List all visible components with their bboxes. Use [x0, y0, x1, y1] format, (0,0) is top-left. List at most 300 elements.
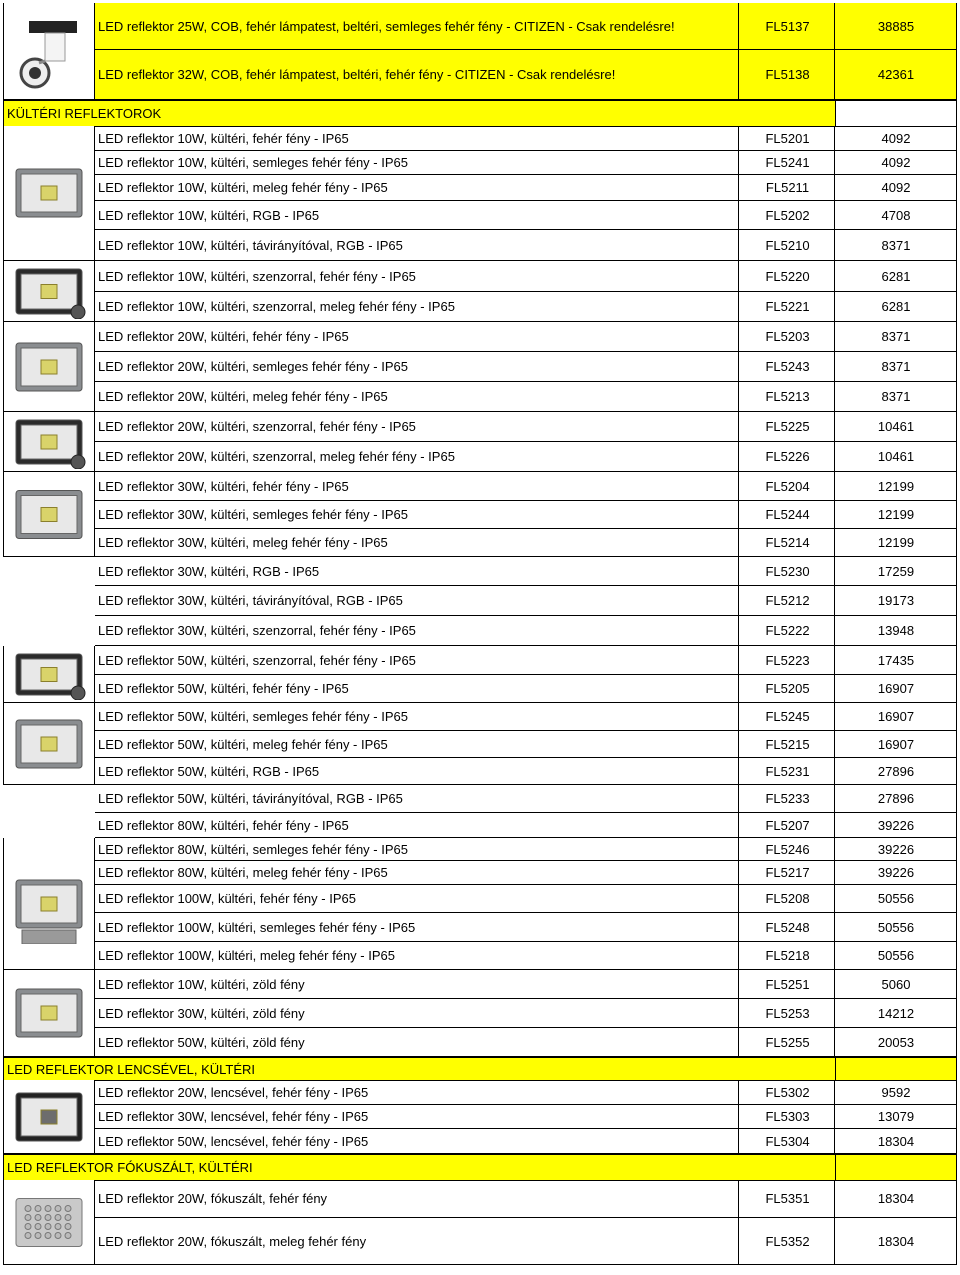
- column-divider: [738, 352, 739, 381]
- table-row: [95, 175, 957, 201]
- column-divider: [956, 1180, 957, 1217]
- table-row: [95, 1180, 957, 1218]
- section-title: LED REFLEKTOR FÓKUSZÁLT, KÜLTÉRI: [7, 1160, 253, 1175]
- table-row: [95, 913, 957, 942]
- product-name: LED reflektor 10W, kültéri, zöld fény: [98, 976, 305, 992]
- product-image: [3, 838, 95, 970]
- column-divider: [738, 785, 739, 812]
- column-divider: [956, 999, 957, 1027]
- product-image: [3, 322, 95, 412]
- column-divider: [956, 557, 957, 585]
- column-divider: [738, 885, 739, 912]
- table-row: [95, 813, 957, 838]
- track-spotlight-icon: [6, 11, 92, 91]
- column-divider: [956, 442, 957, 471]
- column-divider: [834, 3, 835, 49]
- section-title: LED REFLEKTOR LENCSÉVEL, KÜLTÉRI: [7, 1061, 256, 1077]
- table-row: [95, 758, 957, 785]
- product-code: FL5218: [765, 948, 810, 963]
- column-divider: [738, 1129, 739, 1153]
- column-divider: [834, 442, 835, 471]
- column-divider: [956, 1218, 957, 1264]
- column-divider: [834, 230, 835, 260]
- table-row: [95, 1105, 957, 1129]
- column-divider: [834, 675, 835, 702]
- table-row: [95, 586, 957, 616]
- table-row: [95, 230, 957, 261]
- product-image: [3, 412, 95, 472]
- table-row: [95, 442, 957, 472]
- product-name: LED reflektor 20W, kültéri, meleg fehér fény - IP65: [98, 389, 388, 404]
- product-price: 13948: [877, 623, 915, 638]
- table-row: [95, 50, 957, 100]
- product-price: 12199: [877, 535, 915, 550]
- product-code: FL5244: [765, 507, 810, 522]
- floodlight-icon: [6, 475, 92, 554]
- column-divider: [956, 50, 957, 99]
- product-price: 4708: [881, 207, 911, 223]
- section-title: KÜLTÉRI REFLEKTOROK: [7, 106, 162, 121]
- column-divider: [738, 201, 739, 229]
- table-row: [95, 646, 957, 675]
- column-divider: [738, 1180, 739, 1217]
- column-divider: [834, 1180, 835, 1217]
- product-code: FL5222: [765, 623, 810, 638]
- column-divider: [834, 1218, 835, 1264]
- product-price: 27896: [877, 763, 915, 779]
- column-divider: [834, 758, 835, 784]
- column-divider: [956, 322, 957, 351]
- product-price: 4092: [881, 180, 911, 195]
- product-price: 4092: [881, 130, 911, 146]
- column-divider: [834, 913, 835, 941]
- column-divider: [738, 646, 739, 674]
- column-divider: [738, 1028, 739, 1056]
- product-price: 50556: [877, 948, 915, 963]
- product-price: 16907: [877, 709, 915, 724]
- product-price: 12199: [877, 507, 915, 522]
- column-divider: [738, 175, 739, 200]
- section-blank-cell: [835, 101, 956, 126]
- column-divider: [956, 731, 957, 757]
- column-divider: [956, 529, 957, 556]
- column-divider: [738, 126, 739, 150]
- product-code: FL5246: [765, 841, 810, 857]
- floodlight-focused-icon: [6, 1183, 92, 1262]
- column-divider: [956, 201, 957, 229]
- table-row: [95, 942, 957, 970]
- product-name: LED reflektor 30W, kültéri, zöld fény: [98, 1005, 305, 1021]
- table-row: [95, 616, 957, 646]
- product-image: [3, 126, 95, 261]
- column-divider: [956, 1028, 957, 1056]
- product-name: LED reflektor 30W, kültéri, RGB - IP65: [98, 563, 320, 579]
- product-code: FL5255: [765, 1034, 810, 1050]
- column-divider: [956, 230, 957, 260]
- product-price: 39226: [877, 841, 915, 857]
- section-blank-cell: [835, 1155, 956, 1180]
- product-price: 39226: [877, 817, 915, 833]
- product-name: LED reflektor 80W, kültéri, fehér fény - IP65: [98, 817, 349, 833]
- product-code: FL5217: [765, 865, 810, 880]
- column-divider: [956, 913, 957, 941]
- column-divider: [956, 1080, 957, 1104]
- product-code: FL5351: [765, 1191, 810, 1206]
- column-divider: [738, 412, 739, 441]
- column-divider: [834, 861, 835, 884]
- product-code: FL5245: [765, 709, 810, 724]
- column-divider: [834, 616, 835, 645]
- product-code: FL5230: [765, 563, 810, 579]
- column-divider: [738, 1080, 739, 1104]
- product-code: FL5243: [765, 359, 810, 374]
- table-row: [95, 838, 957, 861]
- product-price: 50556: [877, 891, 915, 906]
- product-name: LED reflektor 50W, kültéri, távirányítóval, RGB - IP65: [98, 791, 403, 806]
- product-name: LED reflektor 30W, kültéri, fehér fény - IP65: [98, 478, 349, 494]
- product-price: 16907: [877, 736, 915, 752]
- product-price: 5060: [881, 976, 911, 992]
- column-divider: [956, 616, 957, 645]
- product-price: 14212: [877, 1005, 915, 1021]
- table-row: [95, 151, 957, 175]
- product-price: 16907: [877, 681, 915, 696]
- table-row: [95, 731, 957, 758]
- table-row: [95, 785, 957, 813]
- table-row: [95, 472, 957, 501]
- product-price: 17259: [877, 563, 915, 579]
- floodlight-icon: [6, 327, 92, 407]
- column-divider: [956, 838, 957, 860]
- column-divider: [834, 151, 835, 174]
- column-divider: [834, 472, 835, 500]
- column-divider: [834, 382, 835, 411]
- product-code: FL5201: [765, 130, 810, 146]
- column-divider: [738, 382, 739, 411]
- product-price: 12199: [877, 478, 915, 494]
- product-price: 42361: [877, 67, 915, 82]
- product-price: 38885: [877, 18, 915, 34]
- column-divider: [956, 175, 957, 200]
- column-divider: [956, 292, 957, 321]
- table-row: [95, 885, 957, 913]
- floodlight-stand-icon: [6, 864, 92, 944]
- column-divider: [738, 838, 739, 860]
- floodlight-sensor-icon: [6, 264, 92, 319]
- product-price: 18304: [877, 1191, 915, 1206]
- column-divider: [834, 322, 835, 351]
- product-code: FL5251: [765, 976, 810, 992]
- column-divider: [738, 529, 739, 556]
- product-code: FL5223: [765, 652, 810, 668]
- product-name: LED reflektor 50W, kültéri, szenzorral, fehér fény - IP65: [98, 652, 416, 668]
- product-code: FL5225: [765, 419, 810, 434]
- product-code: FL5205: [765, 681, 810, 696]
- column-divider: [834, 412, 835, 441]
- product-name: LED reflektor 50W, kültéri, zöld fény: [98, 1034, 305, 1050]
- table-row: [95, 557, 957, 586]
- product-name: LED reflektor 30W, kültéri, meleg fehér fény - IP65: [98, 535, 388, 550]
- column-divider: [956, 703, 957, 730]
- product-code: FL5231: [765, 763, 810, 779]
- product-price: 17435: [877, 652, 915, 668]
- column-divider: [834, 201, 835, 229]
- column-divider: [738, 261, 739, 291]
- product-code: FL5210: [765, 237, 810, 253]
- column-divider: [956, 861, 957, 884]
- product-image: [3, 1180, 95, 1265]
- floodlight-sensor-icon: [6, 415, 92, 469]
- product-price: 8371: [881, 359, 911, 374]
- column-divider: [834, 175, 835, 200]
- column-divider: [834, 1129, 835, 1153]
- column-divider: [834, 785, 835, 812]
- product-name: LED reflektor 30W, kültéri, távirányítóval, RGB - IP65: [98, 593, 403, 608]
- column-divider: [834, 646, 835, 674]
- product-code: FL5253: [765, 1005, 810, 1021]
- column-divider: [834, 126, 835, 150]
- product-code: FL5221: [765, 299, 810, 314]
- product-name: LED reflektor 30W, kültéri, szenzorral, fehér fény - IP65: [98, 623, 416, 638]
- column-divider: [834, 529, 835, 556]
- column-divider: [738, 703, 739, 730]
- column-divider: [738, 942, 739, 969]
- product-name: LED reflektor 10W, kültéri, távirányítóval, RGB - IP65: [98, 237, 403, 253]
- column-divider: [738, 913, 739, 941]
- column-divider: [956, 382, 957, 411]
- product-price: 20053: [877, 1034, 915, 1050]
- product-code: FL5215: [765, 736, 810, 752]
- product-code: FL5220: [765, 268, 810, 284]
- product-price: 6281: [881, 268, 911, 284]
- product-image: [3, 703, 95, 785]
- column-divider: [956, 758, 957, 784]
- product-code: FL5212: [765, 593, 810, 608]
- product-name: LED reflektor 20W, kültéri, szenzorral, meleg fehér fény - IP65: [98, 449, 455, 464]
- product-name: LED reflektor 50W, kültéri, fehér fény - IP65: [98, 681, 349, 696]
- product-code: FL5241: [765, 155, 810, 170]
- product-code: FL5202: [765, 207, 810, 223]
- product-name: LED reflektor 50W, kültéri, RGB - IP65: [98, 763, 320, 779]
- product-code: FL5203: [765, 329, 810, 344]
- table-row: [95, 703, 957, 731]
- column-divider: [834, 1080, 835, 1104]
- product-name: LED reflektor 20W, kültéri, semleges fehér fény - IP65: [98, 359, 408, 374]
- table-row: [95, 382, 957, 412]
- column-divider: [956, 126, 957, 150]
- column-divider: [956, 785, 957, 812]
- product-code: FL5352: [765, 1233, 810, 1249]
- column-divider: [956, 586, 957, 615]
- section-blank-cell: [835, 1058, 956, 1080]
- product-name: LED reflektor 10W, kültéri, semleges fehér fény - IP65: [98, 155, 408, 170]
- column-divider: [956, 813, 957, 837]
- product-name: LED reflektor 100W, kültéri, semleges fehér fény - IP65: [98, 919, 416, 935]
- product-price: 10461: [877, 419, 915, 434]
- column-divider: [834, 557, 835, 585]
- table-row: [95, 970, 957, 999]
- table-row: [95, 352, 957, 382]
- product-code: FL5302: [765, 1084, 810, 1100]
- column-divider: [956, 501, 957, 528]
- product-code: FL5213: [765, 389, 810, 404]
- product-name: LED reflektor 20W, fókuszált, meleg fehér fény: [98, 1233, 367, 1249]
- column-divider: [834, 703, 835, 730]
- column-divider: [956, 352, 957, 381]
- product-code: FL5248: [765, 919, 810, 935]
- product-name: LED reflektor 30W, kültéri, semleges fehér fény - IP65: [98, 507, 408, 522]
- product-price: 50556: [877, 919, 915, 935]
- column-divider: [834, 50, 835, 99]
- table-row: [95, 1129, 957, 1154]
- column-divider: [956, 646, 957, 674]
- table-row: [95, 675, 957, 703]
- column-divider: [738, 1218, 739, 1264]
- column-divider: [834, 942, 835, 969]
- table-row: [95, 999, 957, 1028]
- product-name: LED reflektor 10W, kültéri, szenzorral, fehér fény - IP65: [98, 268, 416, 284]
- product-price: 13079: [877, 1109, 915, 1124]
- product-price: 9592: [881, 1084, 911, 1100]
- product-name: LED reflektor 25W, COB, fehér lámpatest, beltéri, semleges fehér fény - CITIZEN - Csak rendelésre!: [98, 18, 675, 34]
- product-price: 27896: [877, 791, 915, 806]
- product-image: [3, 3, 95, 100]
- product-code: FL5303: [765, 1109, 810, 1124]
- product-image: [3, 970, 95, 1057]
- product-name: LED reflektor 50W, kültéri, meleg fehér fény - IP65: [98, 736, 388, 752]
- section-header: [3, 1154, 957, 1181]
- floodlight-icon: [6, 153, 92, 233]
- column-divider: [834, 970, 835, 998]
- column-divider: [956, 942, 957, 969]
- product-price: 10461: [877, 449, 915, 464]
- product-image: [3, 472, 95, 557]
- column-divider: [956, 885, 957, 912]
- table-row: [95, 412, 957, 442]
- product-name: LED reflektor 32W, COB, fehér lámpatest, beltéri, fehér fény - CITIZEN - Csak rendelésre!: [98, 67, 616, 82]
- column-divider: [956, 261, 957, 291]
- column-divider: [834, 1105, 835, 1128]
- product-price: 6281: [881, 299, 911, 314]
- column-divider: [956, 675, 957, 702]
- section-header: [3, 1057, 957, 1081]
- column-divider: [834, 885, 835, 912]
- column-divider: [834, 501, 835, 528]
- column-divider: [738, 970, 739, 998]
- table-row: [95, 501, 957, 529]
- product-price: 19173: [877, 593, 915, 608]
- column-divider: [956, 472, 957, 500]
- floodlight-icon: [6, 706, 92, 782]
- column-divider: [834, 813, 835, 837]
- column-divider: [956, 3, 957, 49]
- column-divider: [834, 586, 835, 615]
- section-header: [3, 100, 957, 127]
- product-price: 18304: [877, 1133, 915, 1149]
- floodlight-icon: [6, 973, 92, 1053]
- product-image: [3, 261, 95, 322]
- table-row: [95, 3, 957, 50]
- product-code: FL5211: [765, 180, 810, 195]
- column-divider: [738, 586, 739, 615]
- column-divider: [834, 292, 835, 321]
- column-divider: [738, 442, 739, 471]
- product-code: FL5304: [765, 1133, 810, 1149]
- product-name: LED reflektor 80W, kültéri, semleges fehér fény - IP65: [98, 841, 408, 857]
- product-code: FL5138: [765, 67, 810, 82]
- column-divider: [956, 1129, 957, 1153]
- column-divider: [738, 557, 739, 585]
- product-image: [3, 646, 95, 703]
- product-name: LED reflektor 10W, kültéri, fehér fény - IP65: [98, 130, 349, 146]
- column-divider: [956, 970, 957, 998]
- product-price: 39226: [877, 865, 915, 880]
- column-divider: [738, 1105, 739, 1128]
- product-price: 8371: [881, 237, 911, 253]
- product-name: LED reflektor 20W, lencsével, fehér fény - IP65: [98, 1084, 369, 1100]
- column-divider: [738, 999, 739, 1027]
- table-row: [95, 292, 957, 322]
- column-divider: [738, 230, 739, 260]
- product-name: LED reflektor 50W, kültéri, semleges fehér fény - IP65: [98, 709, 408, 724]
- product-name: LED reflektor 20W, kültéri, szenzorral, fehér fény - IP65: [98, 419, 416, 434]
- floodlight-lens-icon: [6, 1083, 92, 1151]
- product-code: FL5233: [765, 791, 810, 806]
- product-name: LED reflektor 10W, kültéri, RGB - IP65: [98, 207, 320, 223]
- column-divider: [738, 616, 739, 645]
- table-row: [95, 261, 957, 292]
- column-divider: [834, 261, 835, 291]
- column-divider: [834, 999, 835, 1027]
- column-divider: [834, 838, 835, 860]
- product-code: FL5207: [765, 817, 810, 833]
- product-name: LED reflektor 80W, kültéri, meleg fehér fény - IP65: [98, 865, 388, 880]
- column-divider: [956, 1105, 957, 1128]
- table-row: [95, 1028, 957, 1057]
- product-code: FL5226: [765, 449, 810, 464]
- column-divider: [738, 813, 739, 837]
- product-price: 4092: [881, 155, 911, 170]
- column-divider: [738, 50, 739, 99]
- floodlight-sensor-icon: [6, 649, 92, 700]
- table-row: [95, 861, 957, 885]
- product-name: LED reflektor 10W, kültéri, meleg fehér fény - IP65: [98, 180, 388, 195]
- column-divider: [834, 731, 835, 757]
- product-code: FL5204: [765, 478, 810, 494]
- column-divider: [834, 1028, 835, 1056]
- column-divider: [738, 758, 739, 784]
- product-price: 8371: [881, 329, 911, 344]
- product-name: LED reflektor 30W, lencsével, fehér fény - IP65: [98, 1109, 369, 1124]
- product-price: 18304: [877, 1233, 915, 1249]
- column-divider: [738, 731, 739, 757]
- table-row: [95, 529, 957, 557]
- column-divider: [738, 501, 739, 528]
- column-divider: [738, 322, 739, 351]
- table-row: [95, 1080, 957, 1105]
- product-price: 8371: [881, 389, 911, 404]
- column-divider: [738, 3, 739, 49]
- product-name: LED reflektor 100W, kültéri, fehér fény - IP65: [98, 891, 356, 906]
- product-code: FL5214: [765, 535, 810, 550]
- column-divider: [956, 412, 957, 441]
- table-row: [95, 201, 957, 230]
- column-divider: [738, 861, 739, 884]
- column-divider: [738, 472, 739, 500]
- product-code: FL5137: [765, 18, 810, 34]
- product-name: LED reflektor 50W, lencsével, fehér fény - IP65: [98, 1133, 369, 1149]
- product-image: [3, 1080, 95, 1154]
